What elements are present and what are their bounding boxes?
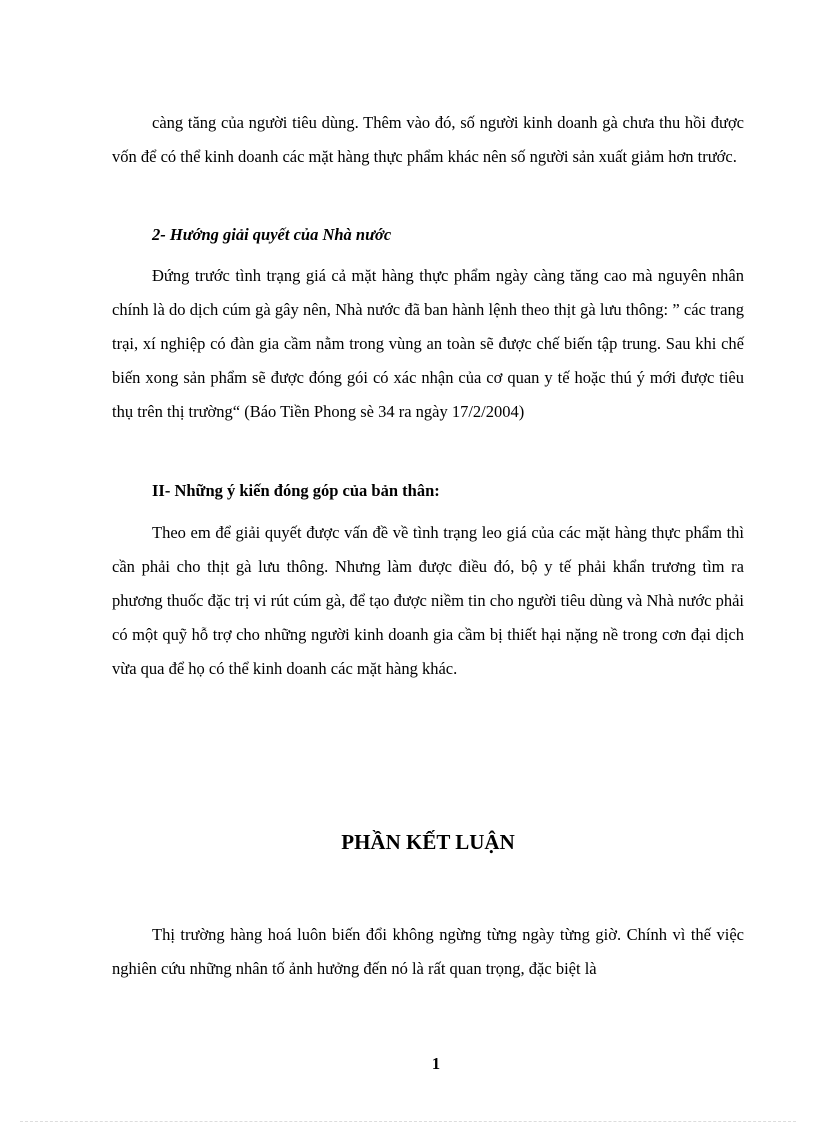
conclusion-title: PHẦN KẾT LUẬN [341, 830, 515, 854]
paragraph-solution: Đứng trước tình trạng giá cả mặt hàng thực phẩm ngày càng tăng cao mà nguyên nhân chính là do dịch cúm gà gây nên, Nhà nước đã ban hành lệnh theo thịt gà lưu thông: ” các trang trại, xí nghiệp có đàn gia cầm nằm trong vùng an toàn sẽ được chế biến tập trung. Sau khi chế biến xong sản phẩm sẽ được đóng gói có xác nhận của cơ quan y tế hoặc thú ý mới được tiêu thụ trên thị trường“ (Báo Tiền Phong sè 34 ra ngày 17/2/2004) [112, 266, 744, 421]
page-bottom-divider [20, 1121, 796, 1122]
section-heading-contributions: II- Những ý kiến đóng góp của bản thân: [152, 481, 440, 500]
paragraph-continuation: càng tăng của người tiêu dùng. Thêm vào đó, số người kinh doanh gà chưa thu hồi được vốn để có thể kinh doanh các mặt hàng thực phẩm khác nên số người sản xuất giảm hơn trước. [112, 113, 744, 166]
subsection-heading-solution: 2- Hướng giải quyết của Nhà nước [152, 225, 392, 244]
page-number: 1 [431, 1054, 441, 1073]
paragraph-contributions: Theo em để giải quyết được vấn đề về tình trạng leo giá của các mặt hàng thực phẩm thì cần phải cho thịt gà lưu thông. Nhưng làm được điều đó, bộ y tế phải khẩn trương tìm ra phương thuốc đặc trị vi rút cúm gà, để tạo được niềm tin cho người tiêu dùng và Nhà nước phải có một quỹ hỗ trợ cho những người kinh doanh gia cầm bị thiết hại nặng nề trong cơn đại dịch vừa qua để họ có thể kinh doanh các mặt hàng khác. [112, 523, 744, 678]
paragraph-conclusion: Thị trường hàng hoá luôn biến đổi không ngừng từng ngày từng giờ. Chính vì thế việc nghiên cứu những nhân tố ảnh hưởng đến nó là rất quan trọng, đặc biệt là [112, 925, 744, 978]
